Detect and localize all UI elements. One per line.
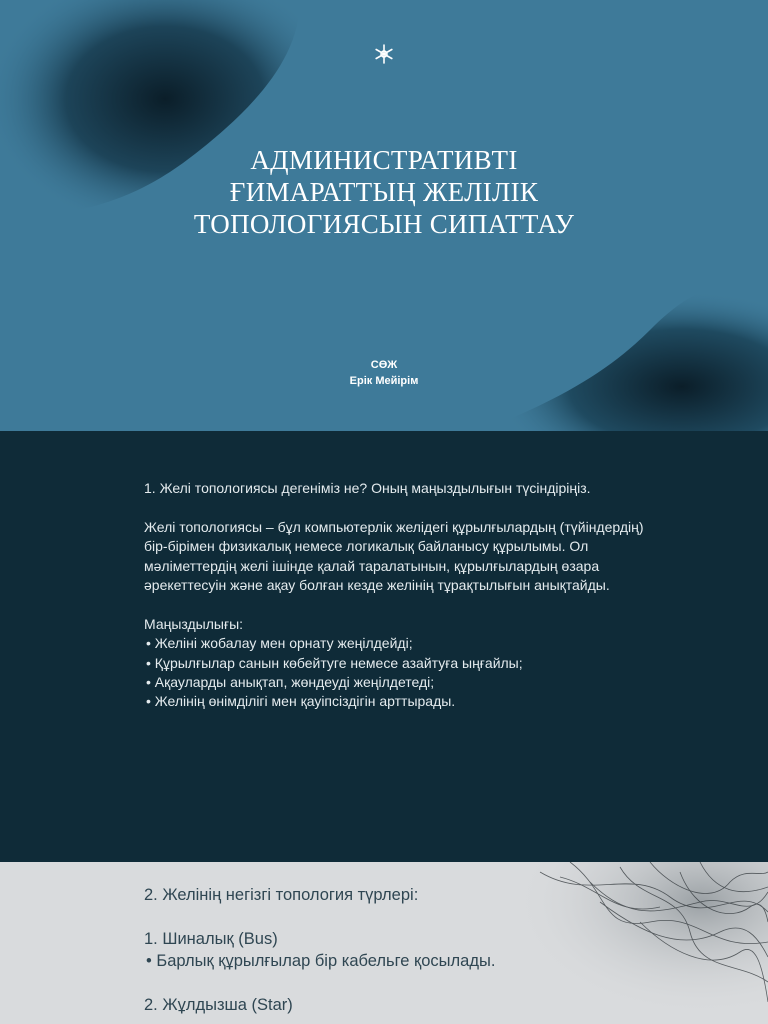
question-text: 1. Желі топологиясы дегеніміз не? Оның маңыздылығын түсіндіріңіз.: [144, 480, 591, 496]
list-item: • Ақауларды анықтап, жөндеуді жеңілдетеді;: [146, 673, 644, 692]
list-item: • Желінің өнімділігі мен қауіпсіздігін арттырады.: [146, 692, 644, 711]
title-slide: [0, 0, 768, 431]
list-item: • Құрылғылар санын көбейтуге немесе азайтуға ыңғайлы;: [146, 654, 644, 673]
presentation-title: [0, 144, 768, 240]
answer-text: Желі топологиясы – бұл компьютерлік желідегі құрылғылардың (түйіндердің) бір-бірімен физикалық немесе логикалық байланысу құрылымы. Ол мәліметтердің желі ішінде қалай таралатынын, құрылғылардың өзара әрекеттесуін және ақау болған кезде желінің тұрақтылығын анықтайды.: [144, 518, 644, 594]
topology-types-content: [144, 884, 704, 1016]
topology-type-name: 1. Шиналық (Bus): [144, 930, 278, 948]
topology-types-slide: [0, 862, 768, 1024]
presentation-meta: [0, 357, 768, 389]
title-line: ҒИМАРАТТЫҢ ЖЕЛІЛІК: [229, 177, 539, 207]
author-name: Ерік Мейірім: [349, 375, 419, 387]
topology-type-desc: • Барлық құрылғылар бір кабельге қосылады.: [144, 950, 704, 972]
importance-label: Маңыздылығы:: [144, 615, 244, 632]
title-line: АДМИНИСТРАТИВТІ: [250, 145, 518, 175]
definition-slide: [0, 431, 768, 862]
snowflake-icon: [373, 43, 395, 65]
list-item: • Желіні жобалау мен орнату жеңілдейді;: [146, 634, 644, 653]
section-heading: 2. Желінің негізгі топология түрлері:: [144, 886, 419, 904]
importance-list: [144, 634, 644, 712]
title-line: ТОПОЛОГИЯСЫН СИПАТТАУ: [193, 209, 575, 239]
topology-type-name: 2. Жұлдызша (Star): [144, 996, 293, 1014]
subtitle: СӨЖ: [370, 359, 398, 371]
definition-content: [144, 479, 644, 712]
